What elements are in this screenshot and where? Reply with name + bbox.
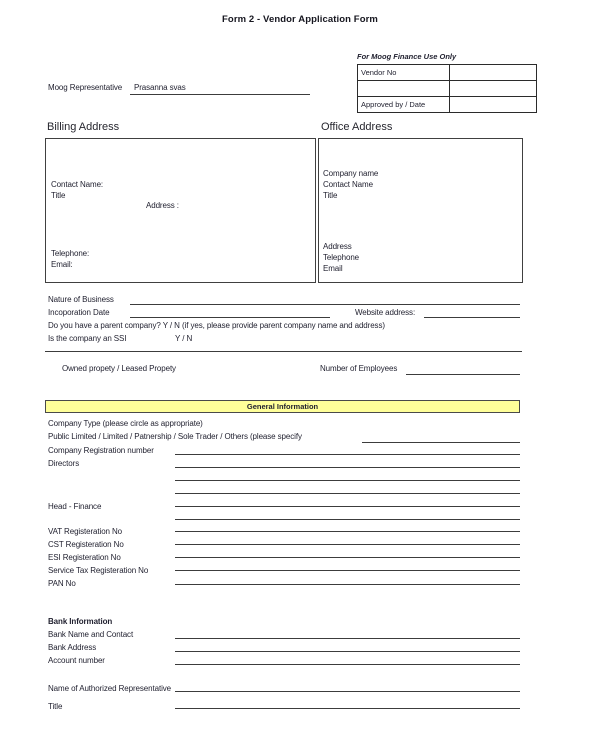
others-specify-fill-line[interactable]: [362, 442, 520, 443]
vendor-no-value-cell[interactable]: [450, 65, 537, 81]
property-type-label: Owned propety / Leased Propety: [62, 364, 176, 373]
ssi-answer-options: Y / N: [175, 334, 193, 343]
billing-email-label: Email:: [51, 260, 73, 269]
head-finance-label: Head - Finance: [48, 502, 102, 511]
ssi-question: Is the company an SSI: [48, 334, 127, 343]
billing-contact-name-label: Contact Name:: [51, 180, 104, 189]
nature-of-business-fill-line[interactable]: [130, 304, 520, 305]
authorized-representative-fill-line[interactable]: [175, 691, 520, 692]
nature-of-business-label: Nature of Business: [48, 295, 114, 304]
account-number-fill-line[interactable]: [175, 664, 520, 665]
representative-fill-line[interactable]: [130, 94, 310, 95]
office-title-label: Title: [323, 191, 338, 200]
approved-by-value-cell[interactable]: [450, 97, 537, 113]
blank-value-cell[interactable]: [450, 81, 537, 97]
billing-title-label: Title: [51, 191, 66, 200]
company-registration-number-label: Company Registration number: [48, 446, 154, 455]
cst-registration-fill-line[interactable]: [175, 544, 520, 545]
parent-company-question: Do you have a parent company? Y / N (if yes, please provide parent company name and address): [48, 321, 385, 330]
bank-address-label: Bank Address: [48, 643, 97, 652]
office-address-label: Address: [323, 242, 352, 251]
office-telephone-label: Telephone: [323, 253, 360, 262]
pan-no-fill-line[interactable]: [175, 584, 520, 585]
table-row: [358, 97, 537, 113]
footer-title-label: Title: [48, 702, 63, 711]
table-row: [358, 65, 537, 81]
billing-telephone-label: Telephone:: [51, 249, 90, 258]
directors-fill-line-1[interactable]: [175, 467, 520, 468]
pan-no-label: PAN No: [48, 579, 76, 588]
vat-registration-label: VAT Registeration No: [48, 527, 123, 536]
section-divider: [45, 351, 522, 352]
bank-information-heading: Bank Information: [48, 617, 113, 626]
company-registration-fill-line[interactable]: [175, 454, 520, 455]
approved-by-label-cell: Approved by / Date: [358, 97, 450, 113]
company-type-label: Company Type (please circle as appropriate): [48, 419, 203, 428]
table-row: [358, 81, 537, 97]
vat-registration-fill-line[interactable]: [175, 531, 520, 532]
blank-label-cell: [358, 81, 450, 97]
cst-registration-label: CST Registeration No: [48, 540, 124, 549]
bank-name-contact-label: Bank Name and Contact: [48, 630, 134, 639]
directors-fill-line-3[interactable]: [175, 493, 520, 494]
website-address-fill-line[interactable]: [424, 317, 520, 318]
directors-label: Directors: [48, 459, 80, 468]
billing-address-heading: Billing Address: [47, 121, 120, 133]
esi-registration-label: ESI Registeration No: [48, 553, 121, 562]
footer-title-fill-line[interactable]: [175, 708, 520, 709]
office-email-label: Email: [323, 264, 343, 273]
authorized-representative-label: Name of Authorized Representative: [48, 684, 171, 693]
form-title: Form 2 - Vendor Application Form: [222, 14, 378, 25]
office-contact-name-label: Contact Name: [323, 180, 373, 189]
vendor-no-label-cell: Vendor No: [358, 65, 450, 81]
incorporation-date-fill-line[interactable]: [130, 317, 330, 318]
representative-label: Moog Representative: [48, 83, 123, 92]
office-address-box[interactable]: [318, 138, 523, 283]
finance-table: [357, 64, 537, 113]
website-address-label: Website address:: [355, 308, 416, 317]
bank-name-fill-line[interactable]: [175, 638, 520, 639]
representative-value: Prasanna svas: [134, 83, 186, 92]
general-information-header: General Information: [45, 400, 520, 413]
number-of-employees-fill-line[interactable]: [406, 374, 520, 375]
billing-address-box[interactable]: [45, 138, 316, 283]
head-finance-fill-line[interactable]: [175, 506, 520, 507]
service-tax-fill-line[interactable]: [175, 570, 520, 571]
office-address-heading: Office Address: [321, 121, 393, 133]
finance-use-only-heading: For Moog Finance Use Only: [357, 52, 457, 61]
head-finance-fill-line-2[interactable]: [175, 519, 520, 520]
bank-address-fill-line[interactable]: [175, 651, 520, 652]
billing-address-label: Address :: [146, 201, 179, 210]
company-type-options: Public Limited / Limited / Patnership / Sole Trader / Others (please specify: [48, 432, 302, 441]
esi-registration-fill-line[interactable]: [175, 557, 520, 558]
directors-fill-line-2[interactable]: [175, 480, 520, 481]
incorporation-date-label: Incoporation Date: [48, 308, 110, 317]
number-of-employees-label: Number of Employees: [320, 364, 398, 373]
office-company-name-label: Company name: [323, 169, 379, 178]
service-tax-registration-label: Service Tax Registeration No: [48, 566, 149, 575]
account-number-label: Account number: [48, 656, 105, 665]
